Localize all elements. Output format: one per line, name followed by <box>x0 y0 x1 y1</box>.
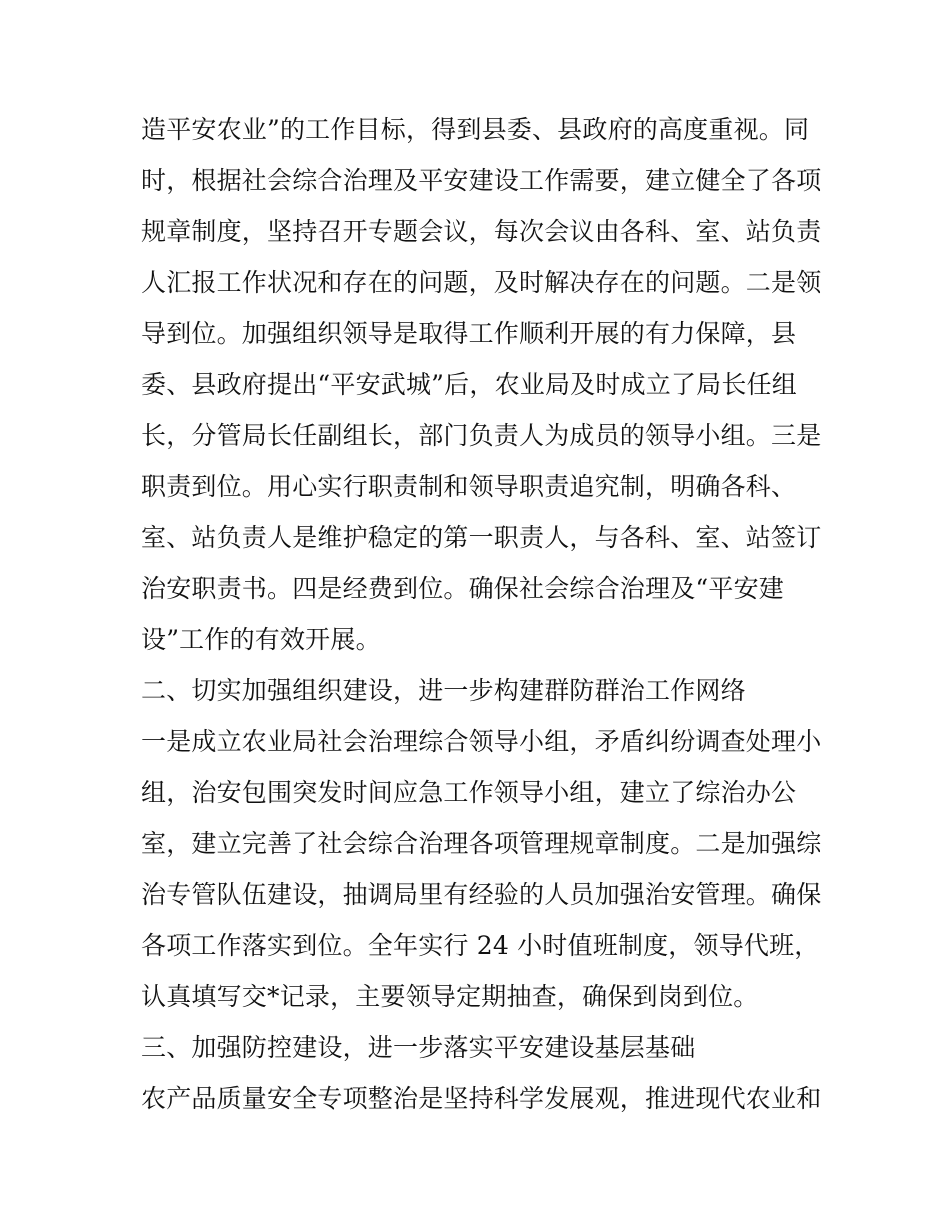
text-line: 室，建立完善了社会综合治理各项管理规章制度。二是加强综 <box>141 829 822 858</box>
text-line: 时，根据社会综合治理及平安建设工作需要，建立健全了各项 <box>141 166 822 195</box>
text-line: 农产品质量安全专项整治是坚持科学发展观，推进现代农业和 <box>141 1084 822 1113</box>
text-line: 规章制度，坚持召开专题会议，每次会议由各科、室、站负责 <box>141 217 822 246</box>
text-line: 认真填写交*记录，主要领导定期抽查，确保到岗到位。 <box>141 982 759 1011</box>
text-line: 人汇报工作状况和存在的问题，及时解决存在的问题。二是领 <box>141 268 822 297</box>
section-heading-2: 二、切实加强组织建设，进一步构建群防群治工作网络 <box>141 676 746 705</box>
text-line: 治专管队伍建设，抽调局里有经验的人员加强治安管理。确保 <box>141 880 822 909</box>
section-heading-3: 三、加强防控建设，进一步落实平安建设基层基础 <box>141 1033 696 1062</box>
text-line: 职责到位。用心实行职责制和领导职责追究制，明确各科、 <box>141 472 797 501</box>
text-line: 各项工作落实到位。全年实行 24 小时值班制度，领导代班， <box>141 931 820 960</box>
text-line: 长，分管局长任副组长，部门负责人为成员的领导小组。三是 <box>141 421 822 450</box>
text-line: 导到位。加强组织领导是取得工作顺利开展的有力保障，县 <box>141 319 797 348</box>
text-line: 一是成立农业局社会治理综合领导小组，矛盾纠纷调查处理小 <box>141 727 822 756</box>
text-line: 治安职责书。四是经费到位。确保社会综合治理及“平安建 <box>141 574 784 603</box>
text-line: 组，治安包围突发时间应急工作领导小组，建立了综治办公 <box>141 778 797 807</box>
text-line: 委、县政府提出“平安武城”后，农业局及时成立了局长任组 <box>141 370 797 399</box>
body-text <box>141 104 821 1124</box>
text-line: 室、站负责人是维护稳定的第一职责人，与各科、室、站签订 <box>141 523 822 552</box>
text-line: 造平安农业”的工作目标，得到县委、县政府的高度重视。同 <box>141 115 810 144</box>
text-line: 设”工作的有效开展。 <box>141 625 381 654</box>
